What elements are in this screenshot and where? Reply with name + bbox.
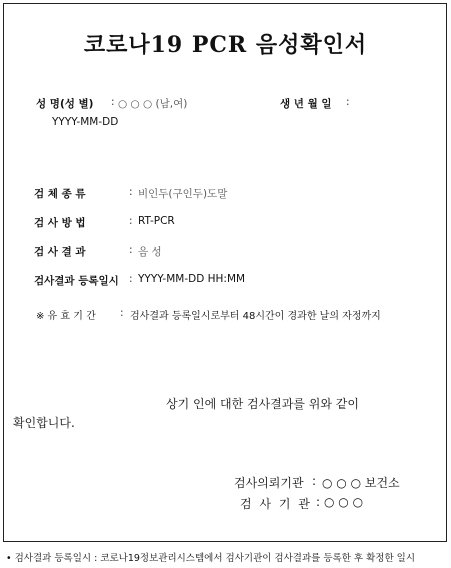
requester-label: 검사의뢰기관 — [234, 476, 304, 490]
confirmation-line2: 확인합니다. — [13, 416, 75, 430]
requester-value: ○ ○ ○ 보건소 — [322, 476, 400, 490]
requester-separator: : — [312, 474, 317, 488]
name-separator: : — [111, 96, 115, 108]
birth-value: YYYY-MM-DD — [52, 116, 119, 128]
registered-separator: : — [129, 273, 133, 285]
method-value: RT-PCR — [138, 215, 175, 227]
footnote: • 검사결과 등록일시 : 코로나19정보관리시스템에서 검사기관이 검사결과를 등록한 후 확정한 일시 — [6, 553, 415, 564]
specimen-label: 검 체 종 류 — [34, 188, 86, 200]
name-label: 성 명(성 별) — [36, 98, 94, 110]
method-label: 검 사 방 법 — [34, 217, 86, 229]
document-title: 코로나19 PCR 음성확인서 — [83, 32, 368, 58]
name-value: ○ ○ ○ (남,여) — [118, 98, 188, 110]
validity-label: ※ 유 효 기 간 — [36, 311, 96, 322]
result-separator: : — [129, 244, 133, 256]
specimen-separator: : — [129, 186, 133, 198]
specimen-value: 비인두(구인두)도말 — [138, 188, 228, 200]
validity-separator: : — [120, 307, 124, 319]
result-label: 검 사 결 과 — [34, 246, 86, 258]
birth-separator: : — [346, 96, 350, 108]
confirmation-line1: 상기 인에 대한 검사결과를 위와 같이 — [166, 397, 359, 411]
lab-value: ○ ○ ○ — [324, 495, 364, 509]
lab-separator: : — [316, 495, 321, 509]
validity-value: 검사결과 등록일시로부터 48시간이 경과한 날의 자정까지 — [130, 311, 381, 322]
registered-value: YYYY-MM-DD HH:MM — [138, 273, 246, 285]
lab-label: 검 사 기 관 — [240, 497, 312, 511]
birth-label: 생 년 월 일 — [280, 98, 332, 110]
result-value: 음 성 — [138, 246, 162, 258]
registered-label: 검사결과 등록일시 — [34, 275, 119, 287]
method-separator: : — [129, 215, 133, 227]
